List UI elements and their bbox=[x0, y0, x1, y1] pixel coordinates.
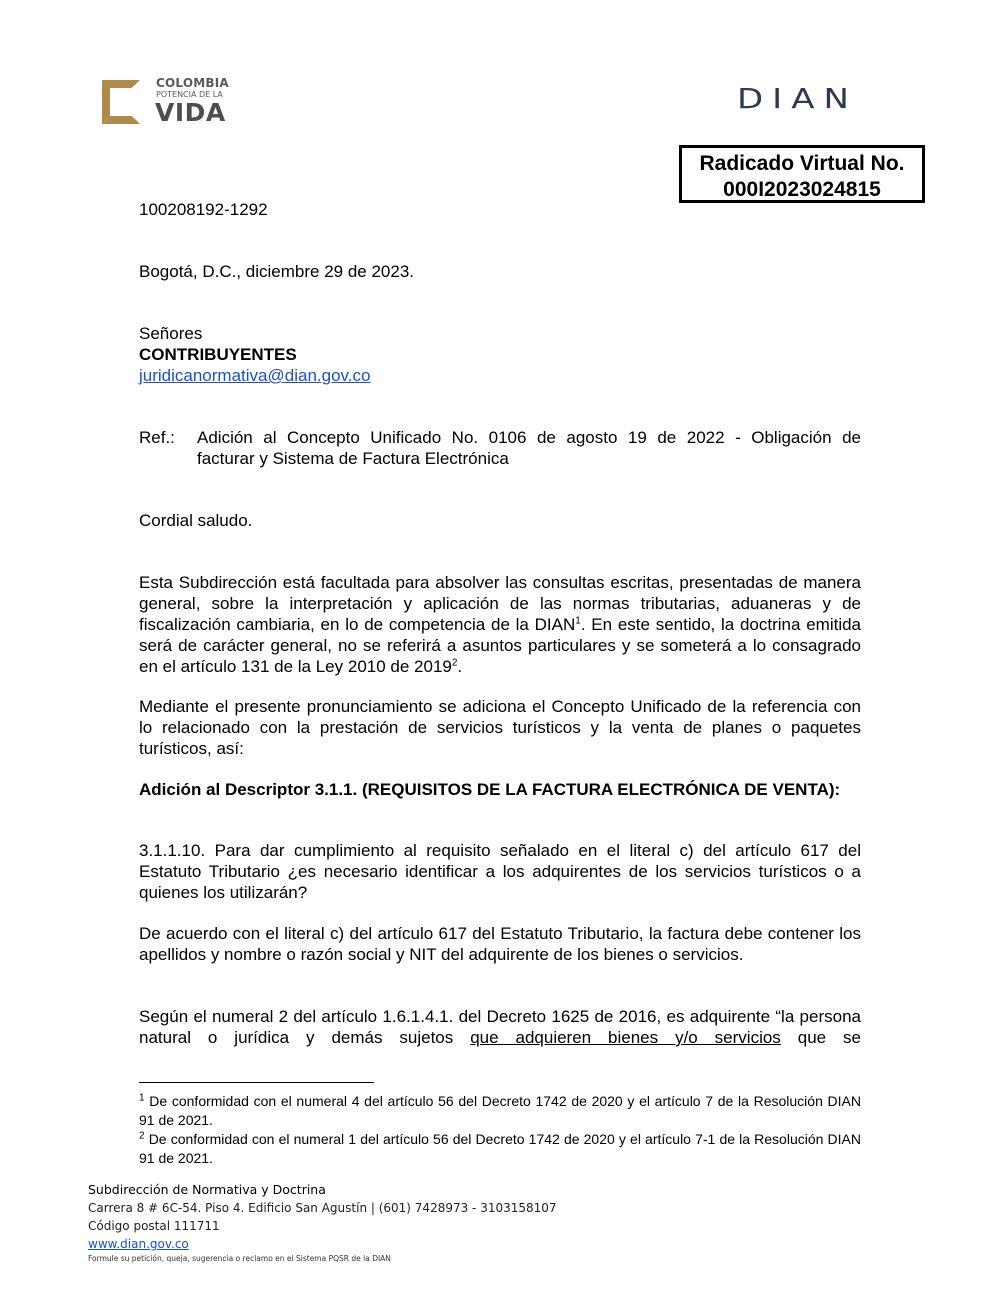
radicado-number: 000I2023024815 bbox=[723, 178, 881, 201]
footnote-1-number: 1 bbox=[139, 1092, 145, 1104]
place-date: Bogotá, D.C., diciembre 29 de 2023. bbox=[139, 262, 414, 281]
footnote-1-text: De conformidad con el numeral 4 del artículo 56 del Decreto 1742 de 2020 y el artículo 7 de la Resolución DIAN 91 de 2021. bbox=[139, 1093, 861, 1128]
paragraph-1-part-b: . En este sentido, la doctrina emitida será de carácter general, no se referirá a asuntos particulares y se someterá a lo consagrado en el artículo 131 de la Ley 2010 de 2019 bbox=[139, 615, 862, 676]
ref-line-2: facturar y Sistema de Factura Electrónica bbox=[197, 449, 509, 468]
footnote-ref-2[interactable]: 2 bbox=[451, 657, 458, 669]
reference-number: 100208192-1292 bbox=[139, 200, 268, 219]
email-link[interactable]: juridicanormativa@dian.gov.co bbox=[139, 366, 371, 385]
paragraph-4: De acuerdo con el literal c) del artículo 617 del Estatuto Tributario, la factura debe contener los apellidos y nombre o razón social y NIT del adquirente de los bienes o servicios. bbox=[139, 924, 861, 964]
dian-logo bbox=[737, 84, 907, 120]
logo-line-3: VIDA bbox=[155, 98, 226, 127]
colombia-logo bbox=[98, 74, 238, 130]
recipient-block bbox=[139, 323, 370, 386]
dian-wordmark: DIAN bbox=[737, 82, 858, 116]
footer-postal: Código postal 111711 bbox=[88, 1219, 220, 1233]
footer-website-link[interactable]: www.dian.gov.co bbox=[88, 1237, 189, 1251]
paragraph-1-part-a: Esta Subdirección está facultada para absolver las consultas escritas, presentadas de manera general, sobre la interpretación y aplicación de las normas tributarias, aduaneras y de fiscalización cambiaria, en lo de competencia de la DIAN bbox=[139, 573, 861, 634]
footnote-1 bbox=[139, 1092, 861, 1130]
page-footer bbox=[88, 1181, 788, 1265]
footnote-separator bbox=[139, 1082, 374, 1083]
footer-pqsr: Formule su petición, queja, sugerencia o reclamo en el Sistema PQSR de la DIAN bbox=[88, 1254, 391, 1263]
paragraph-2: Mediante el presente pronunciamiento se adiciona el Concepto Unificado de la referencia con lo relacionado con la prestación de servicios turísticos y la venta de planes o paquetes turísticos, así: bbox=[139, 697, 861, 758]
ref-line-1: Adición al Concepto Unificado No. 0106 de agosto 19 de 2022 - Obligación de bbox=[197, 428, 861, 447]
footnote-2-text: De conformidad con el numeral 1 del artículo 56 del Decreto 1742 de 2020 y el artículo 7-1 de la Resolución DIAN 91 de 2021. bbox=[139, 1131, 861, 1166]
footnote-2-number: 2 bbox=[139, 1130, 145, 1142]
footer-address: Carrera 8 # 6C-54. Piso 4. Edificio San Agustín | (601) 7428973 - 3103158107 bbox=[88, 1201, 557, 1215]
radicado-box bbox=[679, 145, 925, 203]
radicado-label: Radicado Virtual No. bbox=[699, 152, 905, 175]
paragraph-1 bbox=[139, 572, 861, 677]
salutation-to: Señores bbox=[139, 324, 203, 343]
paragraph-1-part-c: . bbox=[457, 657, 463, 676]
footnote-2 bbox=[139, 1130, 861, 1168]
colombia-emblem-icon bbox=[98, 76, 152, 128]
paragraph-5-underlined: que adquieren bienes y/o servicios bbox=[470, 1028, 781, 1047]
footnote-ref-1[interactable]: 1 bbox=[575, 615, 581, 627]
greeting: Cordial saludo. bbox=[139, 511, 253, 530]
footer-title: Subdirección de Normativa y Doctrina bbox=[88, 1182, 326, 1197]
recipient-name: CONTRIBUYENTES bbox=[139, 345, 297, 364]
paragraph-5-part-a: Según el numeral 2 del artículo 1.6.1.4.1. del Decreto 1625 de 2016, es adquirente “la persona natural o jurídica y demás sujetos bbox=[139, 1007, 861, 1047]
section-heading: Adición al Descriptor 3.1.1. (REQUISITOS DE LA FACTURA ELECTRÓNICA DE VENTA): bbox=[139, 780, 841, 799]
paragraph-3: 3.1.1.10. Para dar cumplimiento al requisito señalado en el literal c) del artículo 617 del Estatuto Tributario ¿es necesario identificar a los adquirentes de los servicios turísticos o a quienes los utilizarán? bbox=[139, 841, 861, 902]
paragraph-5 bbox=[139, 1006, 861, 1048]
logo-line-1: COLOMBIA bbox=[156, 76, 229, 90]
logo-line-2: POTENCIA DE LA bbox=[156, 90, 223, 99]
ref-label: Ref.: bbox=[139, 428, 175, 447]
paragraph-5-part-b: que se bbox=[797, 1028, 861, 1047]
